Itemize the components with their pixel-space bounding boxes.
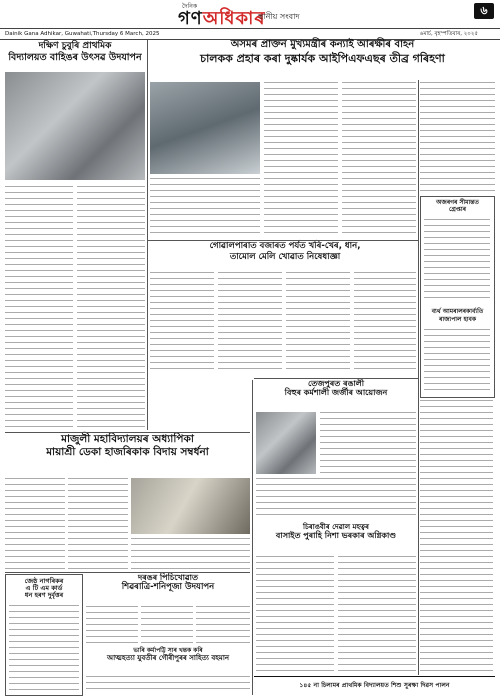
article-2-body-col2	[264, 82, 338, 238]
article-6-body-col3	[196, 606, 250, 646]
article-12-top-rule	[254, 676, 495, 677]
article-5-body	[9, 605, 79, 691]
article-4-photo	[131, 478, 250, 534]
article-9-headline	[254, 524, 418, 554]
column-rule-1	[147, 40, 148, 430]
dateline-left: Dainik Gana Adhikar, Guwahati,Thursday 6 March, 2025	[5, 31, 160, 37]
article-10-box	[420, 196, 495, 398]
article-11-body-2	[420, 400, 493, 522]
article-5-box	[5, 574, 83, 696]
article-3-headline-line2: তামোল মেলি খোৱাত নিষেধাজ্ঞা	[229, 251, 341, 262]
article-8-headline	[86, 648, 250, 674]
article-9-headline-line1: চিৰাঙবীৰ দেৱাল মহত্বৰ	[303, 523, 369, 531]
article-6-headline-line2: শিৱৰাত্ৰি-শনিপূজা উদযাপন	[121, 582, 215, 593]
article-7-headline	[254, 380, 418, 410]
article-10-headline-line2: গ্ৰেপ্তাৰ	[449, 206, 466, 214]
article-2-body-col4	[420, 82, 495, 192]
article-4-body-col1	[5, 478, 65, 570]
article-1-body-col2	[77, 186, 145, 430]
article-8-body	[86, 676, 250, 694]
article-5-headline-line1: জেষ্ঠ নাগৰিকৰ	[24, 577, 64, 585]
article-4-headline-line2: মায়াশ্ৰী ডেকা হাজৰিকাক বিদায় সম্বৰ্ধনা	[46, 446, 209, 459]
article-4-body-col2	[68, 478, 128, 570]
article-1-photo	[5, 72, 145, 180]
article-9-body-col1	[256, 556, 334, 674]
article-7-headline-line2: বিহুৰ কৰ্মশালী জৰ্জীৰ আয়োজন	[284, 388, 388, 398]
article-3-body-col4	[354, 272, 416, 374]
article-8-headline-line1: ভাৰি কৰ্মাপট্টি সাৰ খন্তক কৰি	[133, 647, 203, 654]
article-5-headline-line2: এ টি এম কাৰ্ড	[25, 583, 63, 592]
page-section: স্থানীয় সংবাদ	[258, 12, 300, 21]
column-rule-3	[418, 80, 419, 675]
article-4-headline	[5, 434, 250, 474]
article-3-headline-line1: গোৱালপাৰাত বজাৰত পৰ্যত খৰি-খেৰ, ধান,	[209, 241, 361, 251]
article-1-headline-line2: বিদ্যালয়ত বাহিঙৰ উৎসৱ উদযাপন	[8, 52, 142, 64]
article-2-photo	[150, 82, 260, 174]
article-10-body	[424, 219, 490, 299]
article-3-body-col2	[218, 272, 282, 374]
article-2-body-col3	[342, 82, 416, 238]
article-2-headline	[150, 40, 495, 80]
paper-name-part-b: অধিকাৰ	[202, 8, 266, 29]
column-rule-2	[252, 380, 253, 695]
masthead	[0, 0, 500, 30]
article-6-body-col1	[86, 606, 138, 646]
article-2-body-under-photo	[150, 178, 260, 238]
article-5-headline-line3: ধন হৰণ দুৰ্বৃত্তৰ	[24, 590, 64, 599]
article-12-headline: ১৪৫ না চিলামৰ প্ৰাথমিক বিদ্যালয়ত শিশু সুৰক্ষা দিৱস পালন	[299, 682, 450, 689]
article-6-headline-line1: দৰঙৰ পিচিখোৱাত	[138, 573, 198, 582]
article-2-headline-line1: অসমৰ প্ৰাক্তন মুখ্যমন্ত্ৰীৰ কন্যাই আৰক্ষীৰ বাহন	[230, 39, 415, 50]
article-9-body-col3	[420, 526, 493, 674]
article-7-headline-line1: তেজপুৰত ৰঙালী	[307, 379, 365, 388]
article-11-headline-line2: ৰাজ্যপাল হাবক	[438, 316, 477, 323]
section-rule-2	[5, 432, 250, 433]
article-6-headline	[86, 574, 250, 604]
section-rule-3	[254, 378, 418, 379]
daily-label: দৈনিক	[182, 3, 198, 10]
section-rule-4	[5, 572, 250, 573]
article-1-body-col1	[5, 186, 73, 430]
article-7-photo	[256, 412, 316, 474]
article-2-headline-line2: চালকক প্ৰহাৰ কৰা দুষ্কাৰ্যক আইপিএফএছৰ তীব্ৰ গৰিহণা	[200, 51, 445, 65]
article-9-headline-line2: বাসাইত পুৰাহি নিশা ভৰকাৰ অগ্নিকাণ্ড	[275, 531, 397, 541]
article-3-body-col1	[150, 272, 214, 374]
dateline-right: ৬মাৰ্চ, বৃহস্পতিবাৰ, ২০২৫	[419, 31, 478, 37]
article-6-body-col2	[141, 606, 193, 646]
article-10-headline-line1: অজৰগৰ সীমান্তত	[436, 199, 479, 206]
article-7-body	[320, 412, 416, 474]
article-1-headline	[5, 42, 145, 76]
article-8-headline-line2: আত্মহত্যা যুবতীৰ গৌৰীপুৰৰ সাহিত্য বহমান	[106, 654, 230, 663]
article-3-headline	[150, 242, 420, 272]
article-1-headline-line1: দক্ষিণ চুবুৰি প্ৰাথমিক	[38, 41, 112, 51]
article-11-body	[424, 329, 490, 393]
page-number: ৬	[474, 3, 494, 19]
article-4-body-col3	[131, 538, 250, 570]
article-9-body-col2	[338, 556, 416, 674]
article-4-headline-line1: মাজুলী মহাবিদ্যালয়ৰ অধ্যাপিকা	[61, 433, 194, 445]
article-7-body-lower	[256, 478, 416, 520]
section-rule-1	[148, 240, 418, 241]
paper-name-part-a: গণ	[178, 8, 203, 29]
article-3-body-col3	[286, 272, 350, 374]
article-11-headline-line1: ব্যৰ্থ আমৰালৰকাৰ্ব্যতি	[431, 308, 484, 315]
